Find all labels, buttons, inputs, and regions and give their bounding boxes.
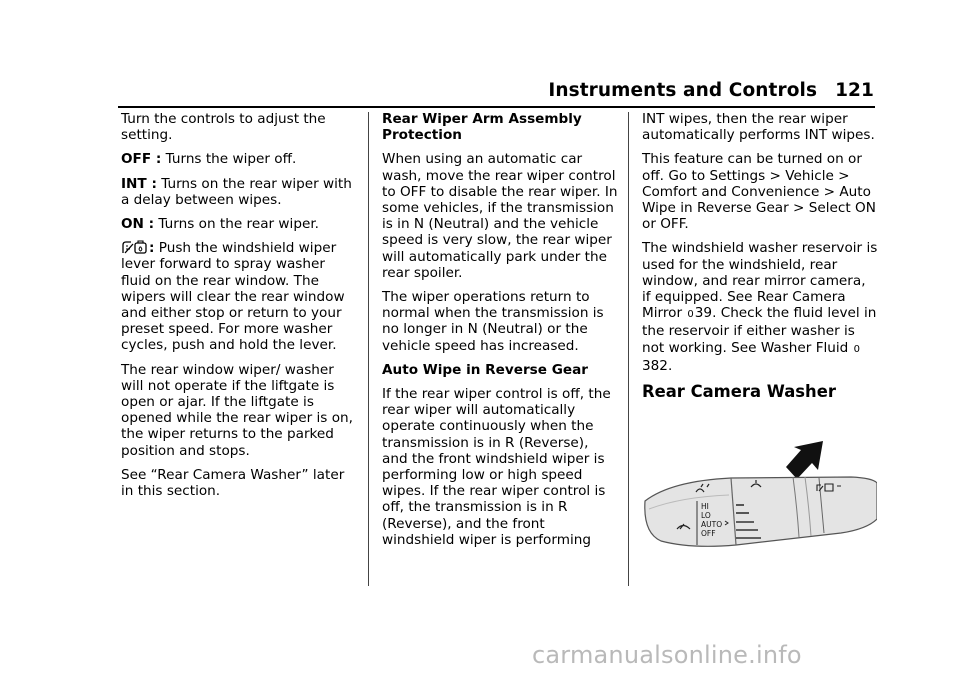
paragraph: When using an automatic car wash, move the rear wiper control to OFF to disable the rear wiper. In some vehicles, if the transmission is in N (Neutral) and the vehicle speed is very slow, the rear wiper will automatically park under the rear spoiler.	[382, 151, 618, 281]
subheading-auto-wipe: Auto Wipe in Reverse Gear	[382, 361, 588, 378]
paragraph: If the rear wiper control is off, the rear wiper will automatically operate continuously when the transmission is in R (Reverse), and the front windshield wiper is performing low or high speed wipes. If the rear wiper control is off, the transmission is in R (Reverse), and the front windshield wiper is performing	[382, 386, 611, 548]
int-text: Turns on the rear wiper with a delay between wipes.	[121, 175, 352, 208]
text-run: The windshield washer reservoir is used for the windshield, rear window, and rear mirror camera, if equipped. See Rear Camera Mirror	[642, 240, 878, 322]
page-header	[548, 80, 874, 106]
off-text: Turns the wiper off.	[161, 151, 297, 168]
on-text: Turns on the rear wiper.	[154, 216, 319, 233]
washer-term: :	[149, 240, 155, 257]
page-ref-arrow-icon: 0	[687, 309, 694, 321]
page-ref-link[interactable]: 39	[694, 305, 713, 322]
mode-label-lo: LO	[701, 511, 711, 520]
washer-text: Push the windshield wiper lever forward to spray washer fluid on the rear window. The wipers will clear the rear window and either stop or return to your preset speed. For more washer cycles, push and hold the lever.	[121, 240, 345, 354]
text-run: . Check the fluid level in the reservoir if either washer is not working. See Washer Fluid	[642, 305, 877, 356]
watermark: carmanualsonline.info	[532, 641, 802, 669]
header-title: Instruments and Controls	[548, 80, 818, 101]
int-term: INT :	[121, 175, 157, 192]
off-term: OFF :	[121, 151, 162, 168]
page-number: 121	[835, 80, 874, 101]
wiper-lever-illustration	[641, 437, 877, 569]
mode-label-off: OFF	[701, 529, 716, 538]
lever-body	[645, 477, 877, 546]
push-direction-arrow-icon	[786, 441, 823, 479]
paragraph: The wiper operations return to normal when the transmission is no longer in N (Neutral) or the vehicle speed has increased.	[382, 289, 604, 354]
text-run: .	[667, 357, 673, 374]
header-rule	[118, 106, 875, 108]
column-divider-left	[368, 112, 369, 586]
mode-label-hi: HI	[701, 502, 709, 511]
page-ref-arrow-icon: 0	[853, 343, 861, 355]
int-item	[121, 176, 357, 208]
washer-item	[121, 240, 357, 353]
column-1	[121, 111, 357, 507]
paragraph: Turn the controls to adjust the setting.	[121, 111, 326, 144]
paragraph: This feature can be turned on or off. Go to Settings > Vehicle > Comfort and Convenience > Auto Wipe in Reverse Gear > Select ON or OFF.	[642, 151, 876, 233]
column-2	[382, 111, 618, 556]
on-term: ON :	[121, 216, 155, 233]
section-title: Rear Camera Washer	[642, 382, 836, 402]
subheading-wiper-arm-protection: Rear Wiper Arm Assembly Protection	[382, 111, 582, 144]
rear-washer-icon	[121, 240, 149, 255]
on-item	[121, 216, 357, 232]
paragraph: INT wipes, then the rear wiper automatically performs INT wipes.	[642, 111, 875, 144]
page-ref-link[interactable]: 382	[642, 357, 668, 374]
paragraph: See “Rear Camera Washer” later in this section.	[121, 466, 345, 500]
mode-label-auto: AUTO	[701, 520, 723, 529]
paragraph: The rear window wiper/ washer will not operate if the liftgate is open or ajar. If the liftgate is opened while the rear wiper is on, the wiper returns to the parked position and stops.	[121, 361, 353, 459]
column-3	[642, 111, 878, 410]
off-item	[121, 151, 357, 167]
column-divider-right	[628, 112, 629, 586]
paragraph	[642, 240, 878, 374]
